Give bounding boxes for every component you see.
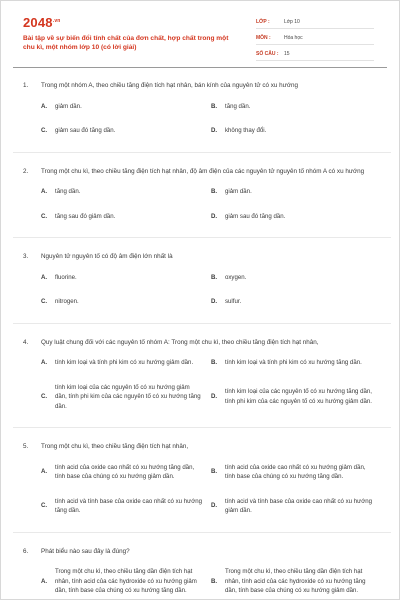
question-item xyxy=(23,167,381,222)
option-text: tăng dần. xyxy=(55,188,81,195)
meta-value: 15 xyxy=(284,50,290,57)
answer-option[interactable] xyxy=(41,297,211,307)
logo-tld: .vn xyxy=(52,18,61,24)
option-letter: B. xyxy=(211,273,218,281)
answer-option[interactable] xyxy=(211,463,381,482)
question-separator xyxy=(13,152,391,153)
option-letter: B. xyxy=(211,468,218,476)
answer-option[interactable] xyxy=(211,126,381,136)
meta-row-grade xyxy=(256,15,374,29)
option-letter: A. xyxy=(41,468,48,476)
question-stem xyxy=(23,338,381,348)
question-text: Phát biểu nào sau đây là đúng? xyxy=(41,547,130,555)
option-text: Trong một chu kì, theo chiều tăng dần điện tích hạt nhân, tính acid của các hydroxide có xu hướng tăng dần, tính base của chúng có xu hướng giảm dần. xyxy=(225,568,366,594)
answer-option[interactable] xyxy=(41,567,211,596)
answer-option[interactable] xyxy=(41,212,211,222)
answer-option[interactable] xyxy=(41,187,211,197)
answer-option[interactable] xyxy=(211,497,381,516)
option-letter: A. xyxy=(41,188,48,195)
option-letter: A. xyxy=(41,359,48,366)
option-letter: C. xyxy=(41,502,48,510)
document-title: Bài tập về sự biến đổi tính chất của đơn chất, hợp chất trong một chu kì, một nhóm lớp 10 (có lời giải) xyxy=(23,35,229,51)
question-separator xyxy=(13,427,391,428)
answer-option[interactable] xyxy=(211,567,381,596)
option-letter: D. xyxy=(211,298,218,305)
option-text: sulfur. xyxy=(225,298,242,305)
header-divider xyxy=(13,67,387,68)
question-stem xyxy=(23,167,381,177)
question-list xyxy=(23,81,381,600)
option-text: tính acid của oxide cao nhất có xu hướng giảm dần, tính base của chúng có xu hướng tăng dần. xyxy=(225,463,366,480)
logo-main: 2048 xyxy=(23,15,53,30)
question-stem xyxy=(23,547,381,557)
answer-option[interactable] xyxy=(211,383,381,412)
option-text: tính acid và tính base của oxide cao nhất có xu hướng tăng dần. xyxy=(55,497,202,514)
options-grid xyxy=(23,358,381,411)
option-letter: B. xyxy=(211,359,218,366)
options-grid xyxy=(23,273,381,307)
option-text: giảm sau đó tăng dần. xyxy=(225,212,286,220)
option-text: tính kim loại của các nguyên tố có xu hướng tăng dần, tính phi kim của các nguyên tố có xu hướng giảm dần. xyxy=(225,388,372,405)
answer-option[interactable] xyxy=(41,497,211,516)
option-text: tính kim loại của các nguyên tố có xu hướng giảm dần, tính phi kim của các nguyên tố có xu hướng tăng dần. xyxy=(55,383,201,410)
question-text: Nguyên tử nguyên tố có độ âm điện lớn nhất là xyxy=(41,253,173,260)
option-text: fluorine. xyxy=(55,273,77,281)
option-text: giảm dần. xyxy=(55,102,82,110)
question-separator xyxy=(13,323,391,324)
question-separator xyxy=(13,532,391,533)
answer-option[interactable] xyxy=(211,212,381,222)
meta-key: LỚP : xyxy=(256,18,270,25)
option-text: tăng sau đó giảm dần. xyxy=(55,212,116,220)
answer-option[interactable] xyxy=(41,463,211,482)
question-item xyxy=(23,442,381,516)
option-letter: C. xyxy=(41,127,48,134)
option-letter: C. xyxy=(41,393,48,400)
option-text: tính acid của oxide cao nhất có xu hướng tăng dần, tính base của chúng có xu hướng giảm dần. xyxy=(55,463,195,480)
question-item xyxy=(23,252,381,307)
options-grid xyxy=(23,567,381,596)
meta-key: SỐ CÂU : xyxy=(256,50,279,57)
question-number: 2. xyxy=(23,167,29,175)
meta-table xyxy=(256,15,374,63)
question-text: Quy luật chung đối với các nguyên tố nhóm A: Trong một chu kì, theo chiều tăng điện tích hạt nhân, xyxy=(41,338,319,346)
option-text: nitrogen. xyxy=(55,298,79,305)
question-number: 1. xyxy=(23,82,29,89)
answer-option[interactable] xyxy=(211,187,381,197)
option-letter: D. xyxy=(211,212,218,220)
option-text: giảm sau đó tăng dần. xyxy=(55,127,116,134)
question-item xyxy=(23,81,381,136)
question-number: 5. xyxy=(23,443,29,450)
site-logo[interactable] xyxy=(23,15,61,30)
option-letter: B. xyxy=(211,102,218,110)
option-letter: D. xyxy=(211,127,218,134)
question-item xyxy=(23,547,381,596)
question-separator xyxy=(13,237,391,238)
answer-option[interactable] xyxy=(211,273,381,283)
question-number: 6. xyxy=(23,547,29,555)
option-text: giảm dần. xyxy=(225,188,252,195)
meta-key: MÔN : xyxy=(256,34,271,41)
question-number: 3. xyxy=(23,253,29,260)
option-letter: A. xyxy=(41,102,48,110)
question-text: Trong một chu kì, theo chiều tăng điện tích hạt nhân, độ âm điện của các nguyên tử nguyên tố nhóm A có xu hướng xyxy=(41,167,365,175)
answer-option[interactable] xyxy=(41,126,211,136)
page-header xyxy=(1,1,399,63)
question-text: Trong một chu kì, theo chiều tăng điện tích hạt nhân, xyxy=(41,443,189,450)
answer-option[interactable] xyxy=(41,358,211,368)
options-grid xyxy=(23,187,381,221)
answer-option[interactable] xyxy=(41,273,211,283)
question-item xyxy=(23,338,381,412)
option-text: tính kim loại và tính phi kim có xu hướng tăng dần. xyxy=(225,359,362,366)
answer-option[interactable] xyxy=(211,297,381,307)
question-stem xyxy=(23,442,381,452)
answer-option[interactable] xyxy=(211,102,381,112)
options-grid xyxy=(23,463,381,516)
option-letter: C. xyxy=(41,298,48,305)
question-stem xyxy=(23,252,381,262)
meta-value: Lớp 10 xyxy=(284,18,300,25)
option-text: tính kim loại và tính phi kim có xu hướng giảm dần. xyxy=(55,359,194,366)
option-text: Trong một chu kì, theo chiều tăng dần điện tích hạt nhân, tính acid của các hydroxide có xu hướng giảm dần, tính base của chúng có xu hướng tăng dần. xyxy=(55,568,197,594)
option-text: không thay đổi. xyxy=(225,127,267,134)
option-letter: B. xyxy=(211,188,218,195)
question-text: Trong một nhóm A, theo chiều tăng điện tích hạt nhân, bán kính của nguyên tử có xu hướng xyxy=(41,82,299,89)
question-number: 4. xyxy=(23,338,29,346)
option-letter: A. xyxy=(41,273,48,281)
option-letter: B. xyxy=(211,577,218,585)
option-text: oxygen. xyxy=(225,273,247,281)
meta-row-subject xyxy=(256,31,374,45)
option-letter: D. xyxy=(211,502,218,510)
answer-option[interactable] xyxy=(41,383,211,412)
meta-row-count xyxy=(256,47,374,61)
option-text: tăng dần. xyxy=(225,102,251,110)
answer-option[interactable] xyxy=(41,102,211,112)
option-text: tính acid và tính base của oxide cao nhất có xu hướng giảm dần. xyxy=(225,497,372,514)
meta-value: Hóa học xyxy=(284,34,303,41)
question-stem xyxy=(23,81,381,91)
option-letter: A. xyxy=(41,577,48,585)
option-letter: D. xyxy=(211,393,218,400)
answer-option[interactable] xyxy=(211,358,381,368)
options-grid xyxy=(23,102,381,136)
option-letter: C. xyxy=(41,212,48,220)
